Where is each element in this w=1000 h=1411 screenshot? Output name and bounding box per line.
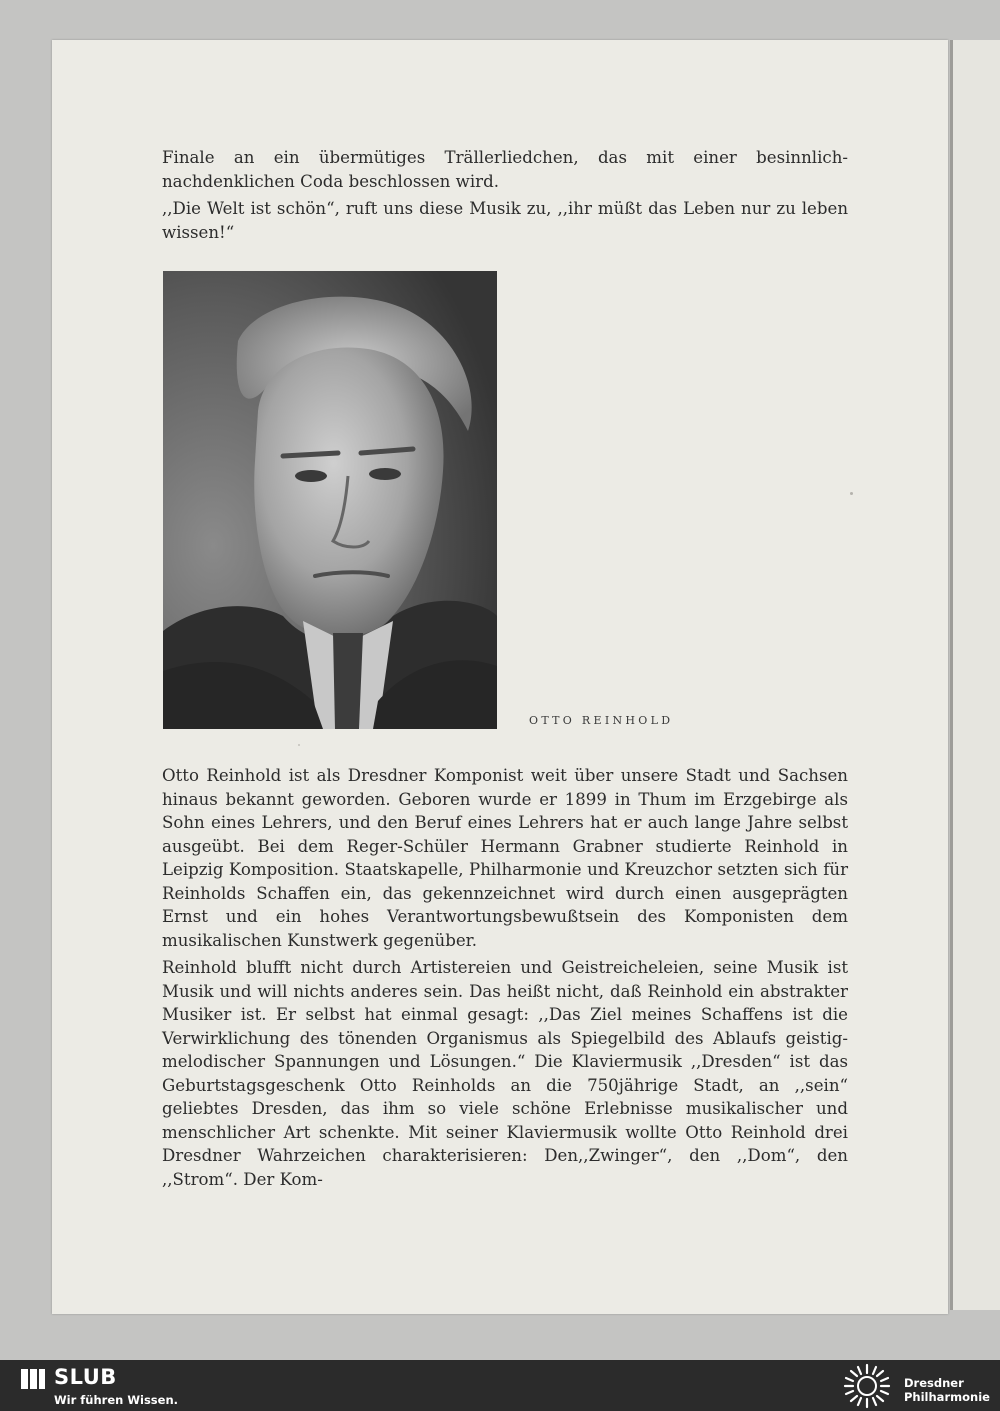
slub-logo-icon — [20, 1366, 46, 1392]
paper-speck — [298, 744, 300, 746]
slub-tagline: Wir führen Wissen. — [54, 1393, 179, 1407]
photo-caption: OTTO REINHOLD — [529, 714, 674, 727]
intro-text — [162, 146, 848, 244]
philharmonie-name-line-2[interactable]: Philharmonie — [904, 1390, 990, 1404]
philharmonie-name-line-1[interactable]: Dresdner — [904, 1376, 964, 1390]
intro-paragraph-2: ,,Die Welt ist schön“, ruft uns diese Musik zu, ,,ihr müßt das Leben nur zu leben wissen!“ — [162, 199, 848, 242]
slub-name[interactable]: SLUB — [54, 1365, 117, 1389]
adjacent-page-edge — [950, 40, 1000, 1310]
philharmonie-logo-icon — [840, 1361, 894, 1411]
body-paragraph-2: Reinhold blufft nicht durch Artistereien und Geistreicheleien, seine Musik ist Musik und will nichts anderes sein. Das heißt nicht, daß Reinhold ein abstrakter Musiker ist. Er selbst hat einmal gesagt: ,,Das Ziel meines Schaffens ist die Verwirklichung des tönenden Organismus als Spiegelbild des Ablaufs geistig-melodischer Spannungen und Lösungen.“ Die Klaviermusik ,,Dresden“ ist das Geburtstagsgeschenk Otto Reinholds an die 750jährige Stadt, an ,,sein“ geliebtes Dresden, das ihm so viele schöne Erlebnisse musikalischer und menschlicher Art schenkte. Mit seiner Klaviermusik wollte Otto Reinhold drei Dresdner Wahrzeichen charakterisieren: Den,,Zwinger“, den ,,Dom“, den ,,Strom“. Der Kom- — [162, 958, 848, 1189]
portrait-photo — [163, 271, 497, 729]
body-paragraph-1: Otto Reinhold ist als Dresdner Komponist weit über unsere Stadt und Sachsen hinaus bekannt geworden. Geboren wurde er 1899 in Thum im Erzgebirge als Sohn eines Lehrers, und den Beruf eines Lehrers hat er auch lange Jahre selbst ausgeübt. Bei dem Reger-Schüler Hermann Grabner studierte Reinhold in Leipzig Komposition. Staatskapelle, Philharmonie und Kreuzchor setzten sich für Reinholds Schaffen ein, das gekennzeichnet wird durch einen ausgeprägten Ernst und ein hohes Verantwortungsbewußtsein des Komponisten dem musikalischen Kunstwerk gegenüber. — [162, 766, 848, 950]
paper-speck — [850, 492, 853, 495]
body-text — [162, 764, 848, 1191]
intro-paragraph-1: Finale an ein übermütiges Trällerliedchen, das mit einer besinnlich-nachdenklichen Coda beschlossen wird. — [162, 148, 848, 191]
